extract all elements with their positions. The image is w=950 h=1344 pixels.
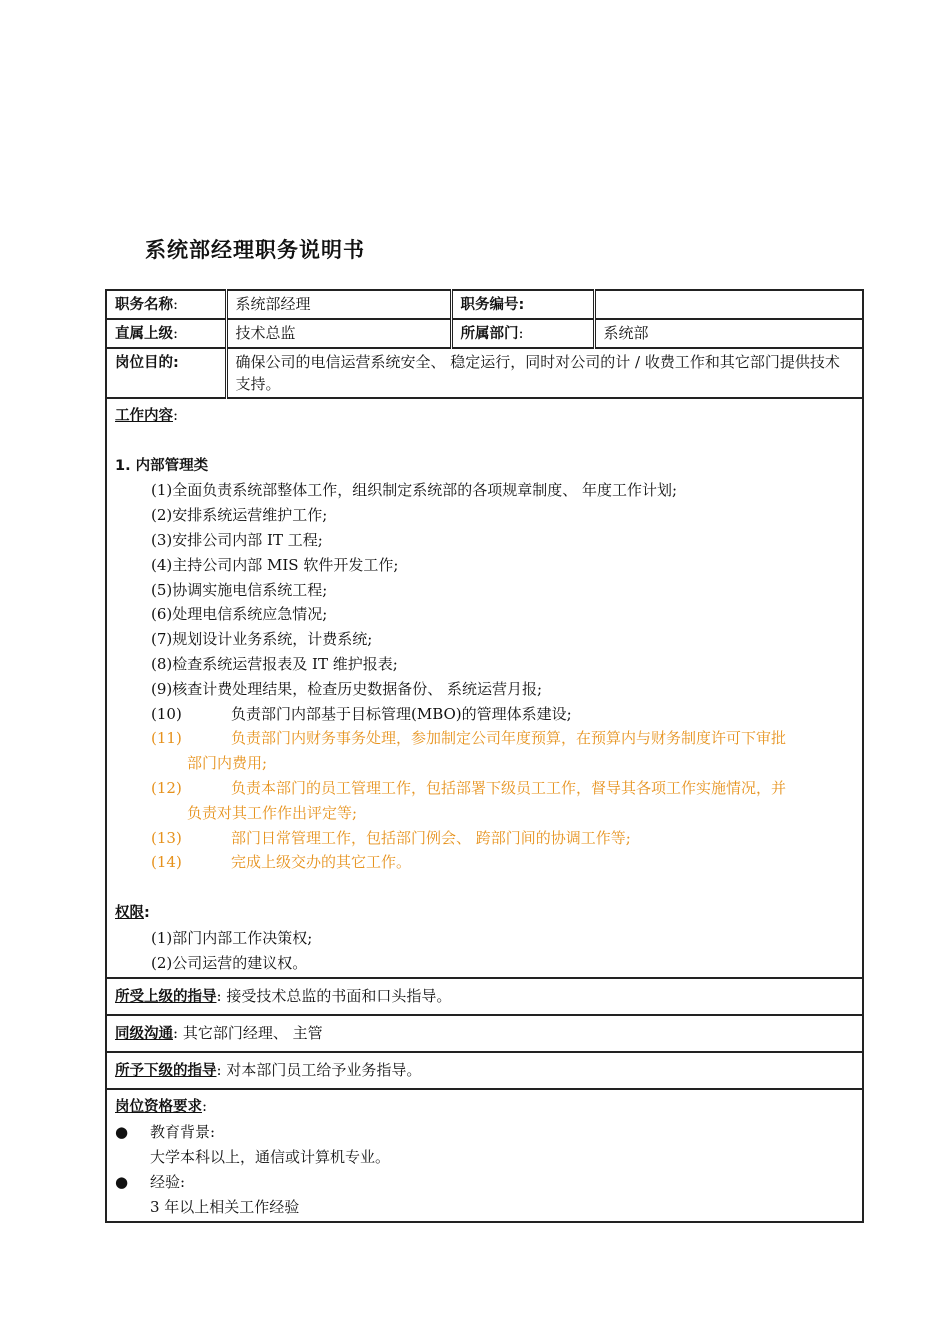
item-text: 公司运营的建议权。 [172, 953, 308, 972]
item-text: 规划设计业务系统，计费系统; [172, 630, 373, 649]
item-text: 安排公司内部 IT 工程; [172, 530, 323, 549]
peer-communication-label: 同级沟通 [115, 1026, 173, 1043]
colon: : [202, 1097, 208, 1116]
work-item [115, 602, 854, 627]
item-text-wrap [231, 826, 854, 851]
department-label-cell [451, 319, 594, 348]
peer-communication-cell [106, 1015, 863, 1052]
experience-item [115, 1170, 854, 1195]
colon: : [173, 355, 179, 371]
work-content-row [106, 398, 863, 978]
item-number: (11) [151, 729, 182, 748]
item-text: 负责部门内财务事务处理，参加制定公司年度预算，在预算内与财务制度许可下审批 [231, 729, 787, 748]
work-item [115, 850, 854, 875]
purpose-label: 岗位目的 [115, 355, 173, 371]
item-number: (7) [151, 630, 173, 649]
item-continuation: 负责对其工作作出评定等; [187, 803, 358, 822]
education-value: 大学本科以上，通信或计算机专业。 [150, 1147, 391, 1166]
work-item [115, 677, 854, 702]
item-text-wrap [231, 850, 854, 875]
work-item [115, 553, 854, 578]
colon: : [173, 406, 179, 424]
item-number: (1) [151, 928, 173, 947]
bullet-icon: ● [115, 1172, 129, 1191]
item-number: (2) [151, 506, 173, 525]
department-value: 系统部 [594, 319, 863, 348]
job-code-label-cell [451, 290, 594, 319]
work-wide-items-list [115, 702, 854, 876]
experience-value: 3 年以上相关工作经验 [150, 1197, 300, 1216]
work-item [115, 776, 854, 801]
guidance-received-label: 所受上级的指导 [115, 989, 217, 1006]
item-text: 检查系统运营报表及 IT 维护报表; [172, 654, 398, 673]
work-item [115, 652, 854, 677]
section-title: 1. 内部管理类 [115, 457, 209, 474]
item-number: (8) [151, 654, 173, 673]
qualifications-label: 岗位资格要求 [115, 1099, 202, 1116]
item-number: (13) [151, 828, 182, 847]
item-text: 负责部门内部基于目标管理(MBO)的管理体系建设; [231, 704, 572, 723]
guidance-received-row [106, 978, 863, 1015]
item-text: 负责本部门的员工管理工作，包括部署下级员工工作，督导其各项工作实施情况，并 [231, 778, 787, 797]
purpose-label-cell [106, 348, 226, 398]
authority-items-list [115, 926, 854, 976]
item-number: (1) [151, 481, 173, 500]
item-text: 全面负责系统部整体工作，组织制定系统部的各项规章制度、 年度工作计划; [172, 481, 678, 500]
item-number: (12) [151, 778, 182, 797]
authority-item [115, 951, 854, 976]
colon: : [173, 295, 179, 313]
qualifications-row [106, 1089, 863, 1222]
superior-label-cell [106, 319, 226, 348]
item-number: (14) [151, 853, 182, 872]
work-item [115, 478, 854, 503]
job-name-label: 职务名称 [115, 297, 173, 313]
guidance-given-row [106, 1052, 863, 1089]
colon: : [173, 324, 179, 342]
bullet-icon: ● [115, 1123, 129, 1142]
item-text: 协调实施电信系统工程; [172, 580, 328, 599]
peer-communication-row [106, 1015, 863, 1052]
guidance-received-cell [106, 978, 863, 1015]
department-label: 所属部门 [460, 326, 519, 342]
work-item [115, 826, 854, 851]
work-items-list [115, 478, 854, 701]
item-text: 完成上级交办的其它工作。 [231, 853, 412, 872]
authority-item [115, 926, 854, 951]
item-text: 安排系统运营维护工作; [172, 506, 328, 525]
job-name-label-cell [106, 290, 226, 319]
item-text: 处理电信系统应急情况; [172, 605, 328, 624]
item-number: (9) [151, 679, 173, 698]
item-number: (6) [151, 605, 173, 624]
peer-communication-text: : 其它部门经理、 主管 [173, 1024, 323, 1043]
experience-label: 经验: [150, 1172, 186, 1191]
work-item [115, 528, 854, 553]
job-name-row [106, 290, 863, 319]
item-text-wrap [231, 702, 854, 727]
job-code-label: 职务编号 [460, 297, 519, 313]
work-item [115, 627, 854, 652]
education-label: 教育背景: [150, 1123, 216, 1142]
colon: : [518, 297, 525, 313]
item-number: (4) [151, 555, 173, 574]
work-item [115, 578, 854, 603]
guidance-given-label: 所予下级的指导 [115, 1063, 217, 1080]
colon: : [518, 324, 524, 342]
item-continuation: 部门内费用; [187, 754, 268, 773]
superior-label: 直属上级 [115, 326, 173, 342]
work-item [115, 702, 854, 727]
item-text-wrap [231, 776, 854, 801]
work-content-cell [106, 398, 863, 978]
job-name-value: 系统部经理 [226, 290, 451, 319]
item-text: 部门日常管理工作，包括部门例会、 跨部门间的协调工作等; [231, 828, 631, 847]
job-code-value [594, 290, 863, 319]
item-number: (5) [151, 580, 173, 599]
job-description-table [105, 289, 864, 1223]
education-item [115, 1120, 854, 1145]
item-number: (3) [151, 530, 173, 549]
item-number: (10) [151, 704, 182, 723]
item-text: 部门内部工作决策权; [172, 928, 313, 947]
item-text-wrap [231, 726, 854, 751]
guidance-given-cell [106, 1052, 863, 1089]
work-content-label: 工作内容 [115, 408, 173, 424]
item-text: 核查计费处理结果，检查历史数据备份、 系统运营月报; [172, 679, 543, 698]
colon: : [144, 904, 150, 921]
guidance-received-text: : 接受技术总监的书面和口头指导。 [216, 987, 452, 1006]
qualifications-cell [106, 1089, 863, 1222]
page-title: 系统部经理职务说明书 [145, 238, 365, 262]
superior-value: 技术总监 [226, 319, 451, 348]
work-item [115, 726, 854, 751]
item-text: 主持公司内部 MIS 软件开发工作; [172, 555, 399, 574]
authority-label: 权限 [115, 904, 144, 921]
purpose-value: 确保公司的电信运营系统安全、 稳定运行，同时对公司的计 / 收费工作和其它部门提供技术支持。 [226, 348, 863, 398]
guidance-given-text: : 对本部门员工给予业务指导。 [216, 1061, 422, 1080]
purpose-row [106, 348, 863, 398]
work-item [115, 503, 854, 528]
item-number: (2) [151, 953, 173, 972]
superior-row [106, 319, 863, 348]
